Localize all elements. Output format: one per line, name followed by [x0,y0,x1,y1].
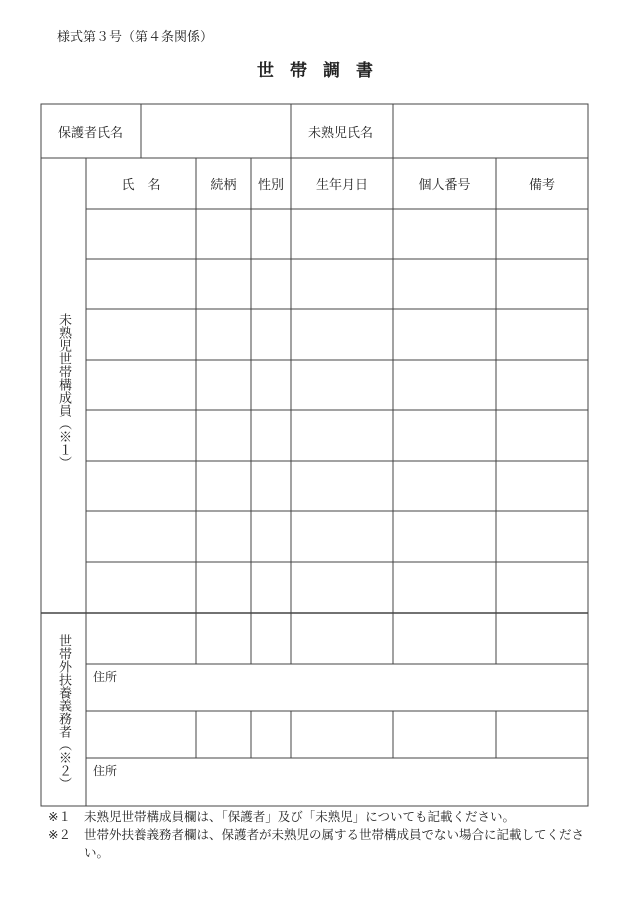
minor-name-label: 未熟児氏名 [308,125,374,141]
note-text: 未熟児世帯構成員欄は、「保護者」及び「未熟児」についても記載ください。 [84,809,516,824]
column-header-individual-number: 個人番号 [418,178,471,193]
form-number: 様式第３号（第４条関係） [57,30,214,45]
column-header-gender: 性別 [257,178,284,193]
guardian-name-field[interactable] [141,104,291,158]
column-header-remarks: 備考 [528,178,555,193]
guardian-name-label: 保護者氏名 [58,125,124,141]
address-label: 住所 [93,764,118,778]
household-members-section-label: 未熟児世帯構成員（※１） [56,313,71,469]
outside-dependents-section-label: 世帯外扶養義務者（※２） [56,634,71,790]
address-label: 住所 [93,670,118,684]
note-mark: ※２ [48,827,71,842]
minor-name-field[interactable] [393,104,588,158]
note-1 [48,808,608,828]
column-header-name: 氏 名 [121,178,161,193]
column-header-birthdate: 生年月日 [315,178,368,193]
note-2 [48,826,608,866]
note-text: 世帯外扶養義務者欄は、保護者が未熟児の属する世帯構成員でない場合に記載してください。 [84,827,585,860]
column-header-relationship: 続柄 [210,178,237,193]
note-mark: ※１ [48,809,71,824]
document-title: 世帯調書 [257,61,389,81]
